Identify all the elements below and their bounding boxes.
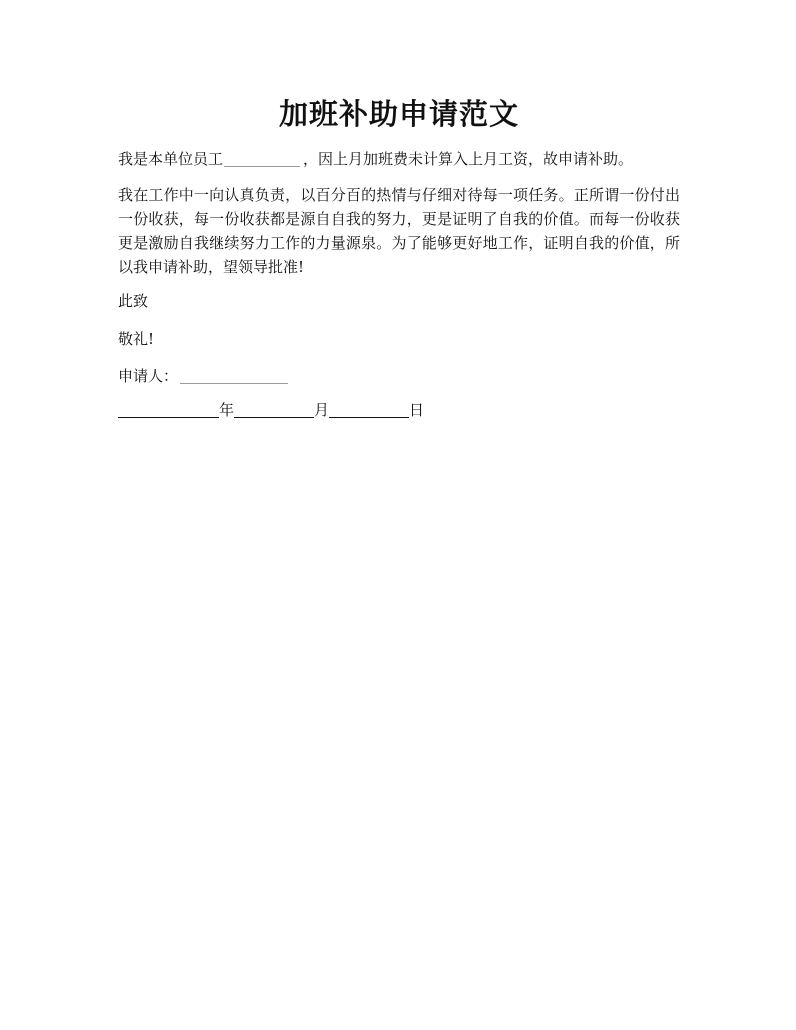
intro-paragraph [118,147,633,171]
month-label: 月 [314,401,330,419]
intro-text-before: 我是本单位员工 [118,150,224,168]
applicant-line [118,364,288,388]
intro-text-after: ，因上月加班费未计算入上月工资，故申请补助。 [303,150,634,168]
month-blank [234,401,314,418]
date-line [118,398,424,422]
document-title: 加班补助申请范文 [278,97,519,131]
body-paragraph: 我在工作中一向认真负责，以百分百的热情与仔细对待每一项任务。正所谓一份付出一份收获，每一份收获都是源自自我的努力，更是证明了自我的价值。而每一份收获更是激励自我继续努力工作的力量源泉。为了能够更好地工作，证明自我的价值，所以我申请补助，望领导批准! [118,186,680,276]
closing-salutation: 此致 [118,292,149,310]
employee-name-blank [224,150,300,167]
applicant-signature-blank [180,367,288,384]
applicant-label: 申请人： [118,367,179,385]
year-label: 年 [219,401,235,419]
day-blank [329,401,409,418]
day-label: 日 [409,401,425,419]
year-blank [118,401,219,418]
closing-regards: 敬礼! [118,330,155,348]
